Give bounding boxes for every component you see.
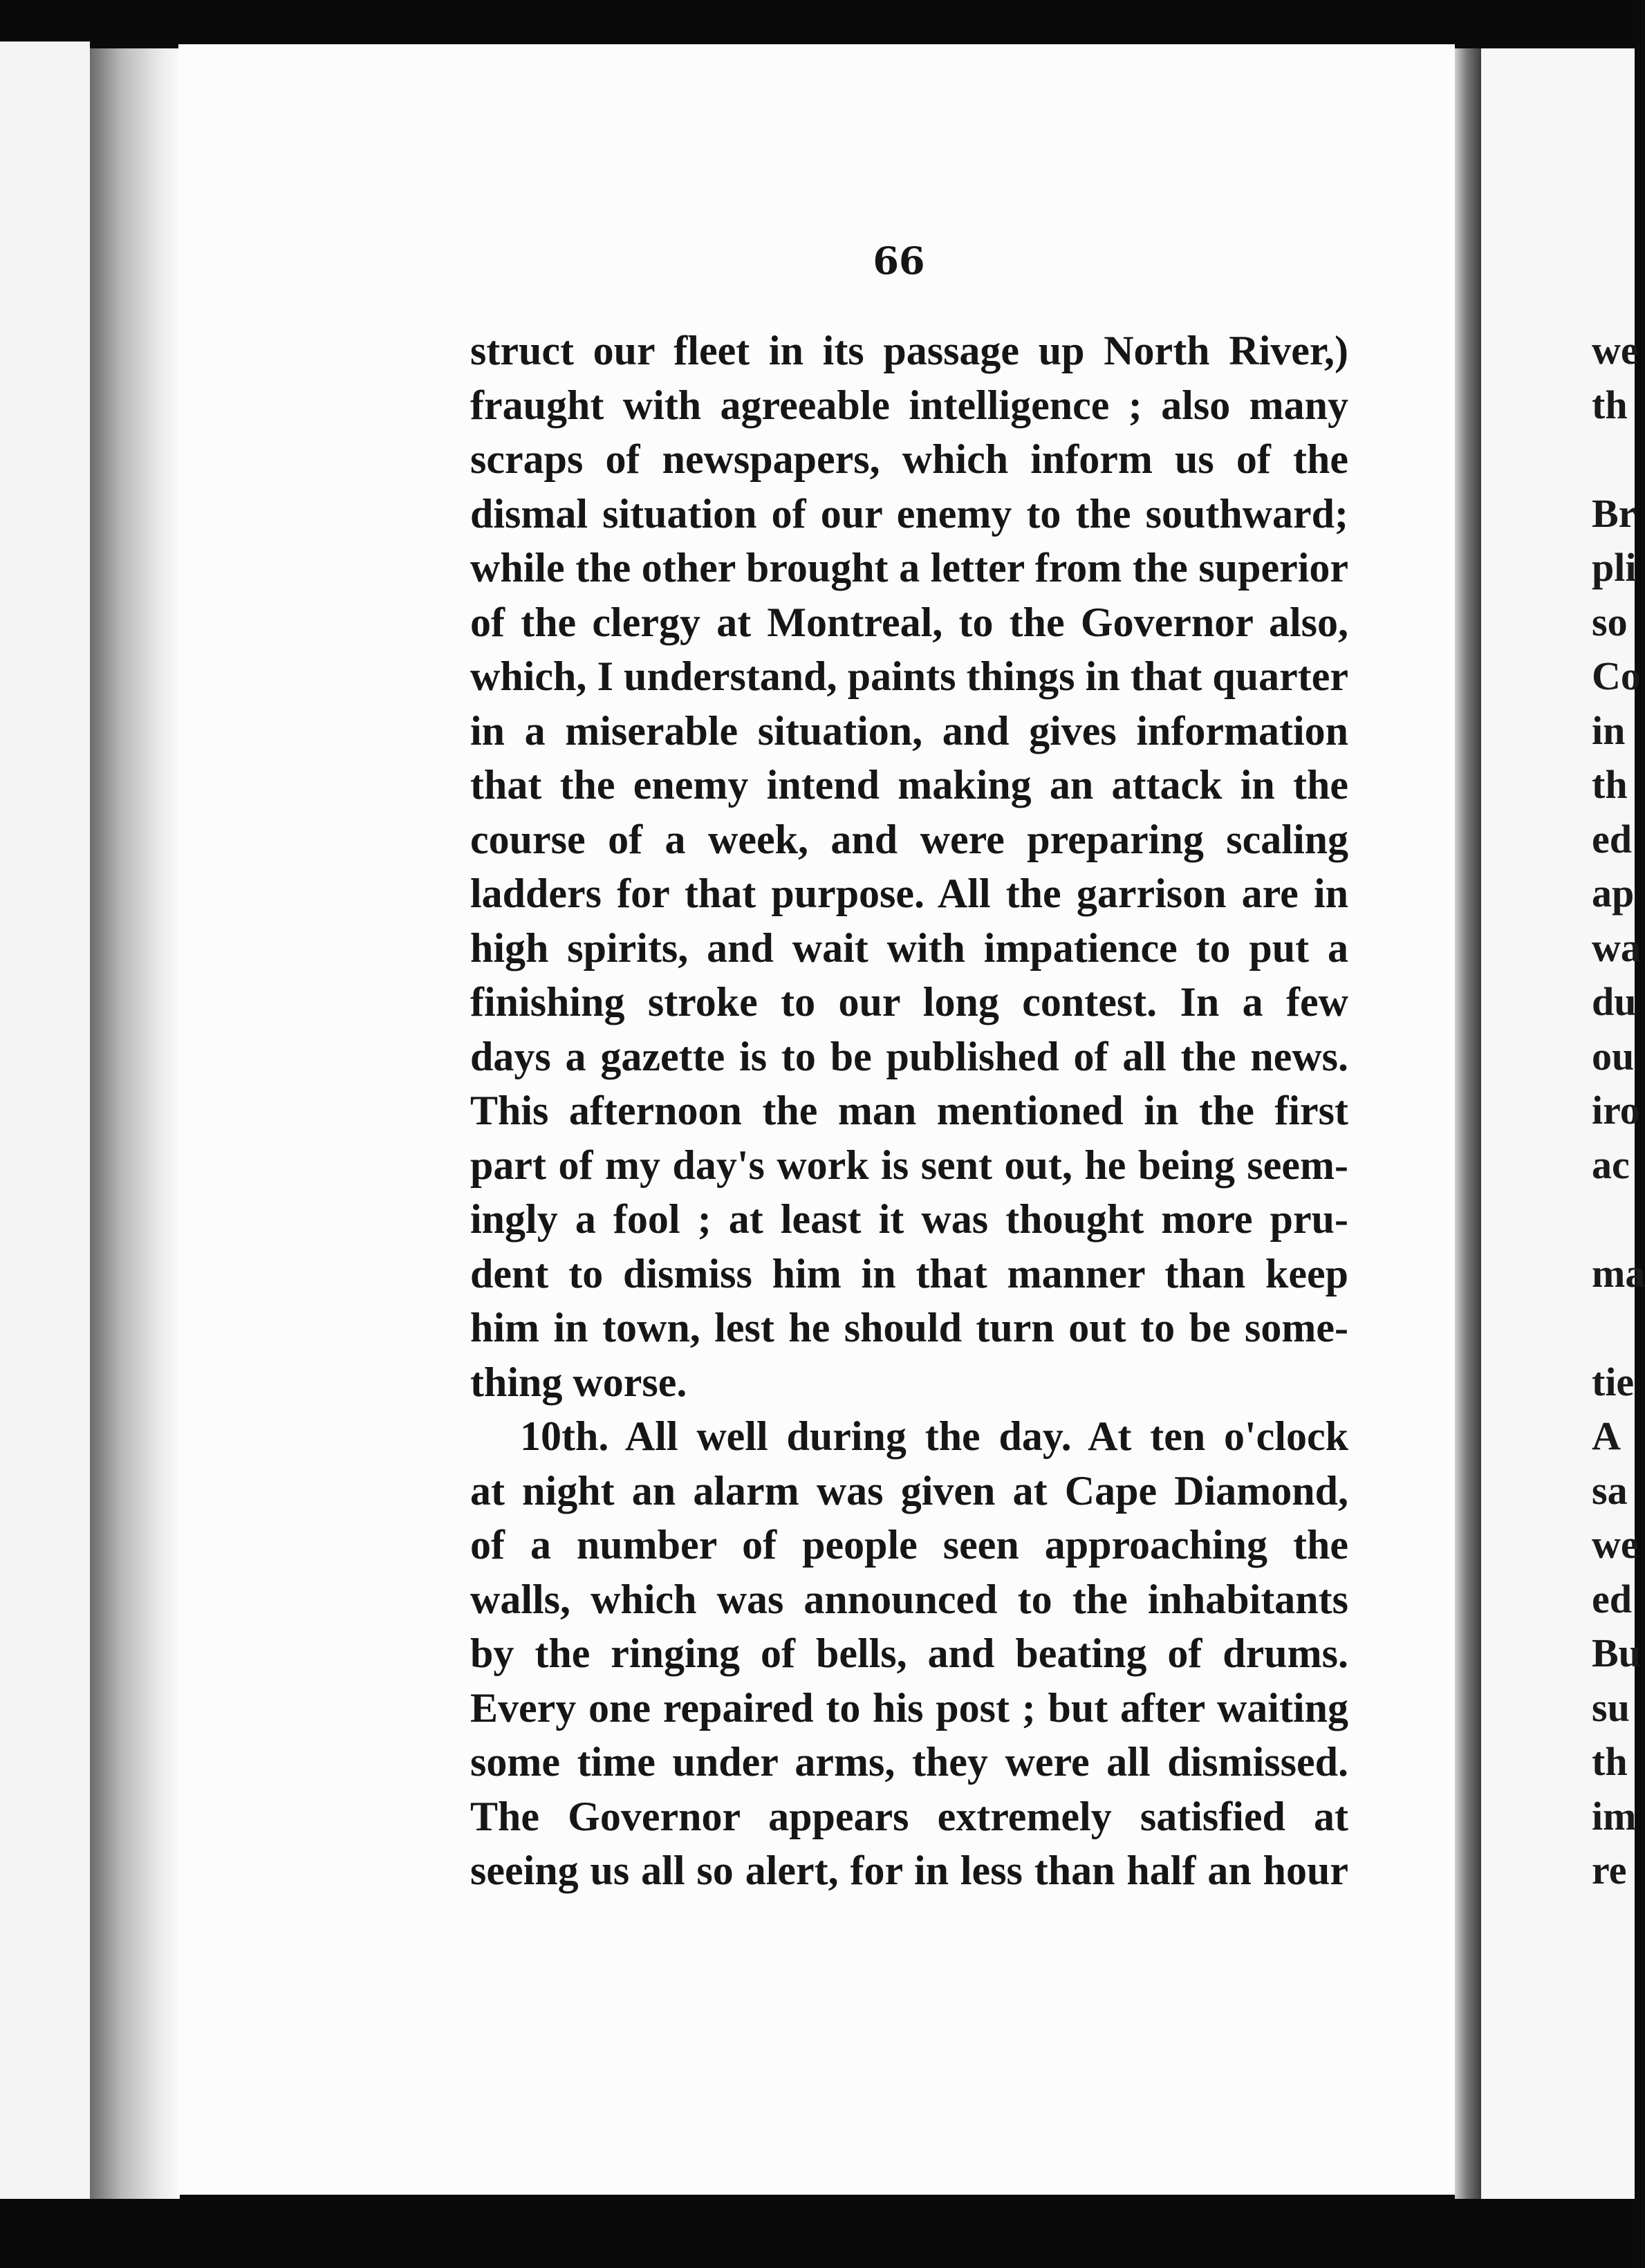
text-line: days a gazette is to be published of all the news. (470, 1033, 1348, 1079)
facing-text-fragment: th (1592, 762, 1628, 807)
facing-text-fragment (1592, 1301, 1635, 1355)
text-line: while the other brought a letter from the superior (470, 545, 1348, 591)
text-line: struct our fleet in its passage up North River,) (470, 328, 1348, 373)
facing-text-fragment: so (1592, 599, 1628, 644)
text-line: in a miserable situation, and gives information (470, 707, 1348, 754)
text-line: This afternoon the man mentioned in the first (470, 1088, 1348, 1133)
text-line: some time under arms, they were all dismissed. (470, 1739, 1348, 1785)
facing-text-fragment: pli (1592, 545, 1637, 590)
facing-text-fragment: th (1592, 382, 1628, 427)
text-line: part of my day's work is sent out, he being seem- (470, 1142, 1348, 1188)
text-line: 10th. All well during the day. At ten o'clock (520, 1413, 1348, 1459)
facing-text-fragment: su (1592, 1684, 1630, 1730)
text-line: which, I understand, paints things in that quarter (470, 653, 1348, 699)
facing-text-fragment: Br (1592, 490, 1637, 536)
text-line: ingly a fool ; at least it was thought more pru- (470, 1196, 1348, 1242)
facing-text-fragment (1592, 432, 1635, 487)
text-line: of a number of people seen approaching the (470, 1522, 1348, 1568)
facing-text-fragment: iro (1592, 1088, 1640, 1133)
text-line: course of a week, and were preparing scaling (470, 816, 1348, 862)
facing-text-fragment: ac (1592, 1142, 1630, 1187)
facing-text-fragment: ap (1592, 871, 1635, 915)
text-line: scraps of newspapers, which inform us of the (470, 436, 1348, 482)
facing-text-fragment: Co (1592, 653, 1641, 698)
facing-text-fragment: ma (1592, 1250, 1645, 1296)
text-line: walls, which was announced to the inhabitants (470, 1576, 1348, 1622)
text-line: The Governor appears extremely satisfied at (470, 1793, 1348, 1839)
text-line: thing worse. (470, 1359, 687, 1405)
facing-text-fragment (1592, 1192, 1635, 1247)
text-line: at night an alarm was given at Cape Diamond, (470, 1467, 1348, 1514)
text-line: of the clergy at Montreal, to the Governor also, (470, 599, 1348, 645)
facing-text-fragment: ed (1592, 816, 1632, 862)
facing-text-fragment: we (1592, 1522, 1639, 1567)
facing-text-fragment: ed (1592, 1576, 1632, 1621)
facing-text-fragment: tie (1592, 1359, 1635, 1404)
text-line: ladders for that purpose. All the garrison are in (470, 871, 1348, 916)
facing-text-fragment: sa (1592, 1467, 1628, 1513)
facing-text-fragment: A (1592, 1413, 1621, 1458)
facing-text-fragment: in (1592, 707, 1626, 753)
text-line: fraught with agreeable intelligence ; also many (470, 382, 1348, 428)
facing-text-fragment: ou (1592, 1033, 1635, 1079)
facing-text-fragment: re (1592, 1848, 1627, 1893)
facing-text-fragment: wa (1592, 924, 1641, 970)
text-line: seeing us all so alert, for in less than half an hour (470, 1848, 1348, 1893)
text-line: him in town, lest he should turn out to be some- (470, 1305, 1348, 1350)
body-text (470, 324, 1348, 1898)
text-line: dent to dismiss him in that manner than keep (470, 1250, 1348, 1296)
gutter-shadow (90, 48, 180, 2199)
book-spine (1455, 48, 1481, 2199)
text-line: that the enemy intend making an attack in the (470, 762, 1348, 808)
left-page-edge (0, 41, 90, 2199)
text-line: finishing stroke to our long contest. In a few (470, 979, 1348, 1025)
facing-text-fragment: we (1592, 328, 1639, 373)
text-line: dismal situation of our enemy to the southward; (470, 490, 1348, 537)
text-line: Every one repaired to his post ; but after waiting (470, 1684, 1348, 1731)
facing-text-fragment: du (1592, 979, 1637, 1024)
page-number: 66 (873, 239, 925, 283)
facing-text-fragment: th (1592, 1739, 1628, 1784)
text-line: by the ringing of bells, and beating of drums. (470, 1630, 1348, 1676)
text-line: high spirits, and wait with impatience to put a (470, 924, 1348, 971)
facing-page-text (1592, 324, 1645, 1898)
facing-text-fragment: im (1592, 1793, 1637, 1839)
facing-text-fragment: Bu (1592, 1630, 1641, 1675)
scan-bottom-border (0, 2199, 1635, 2268)
